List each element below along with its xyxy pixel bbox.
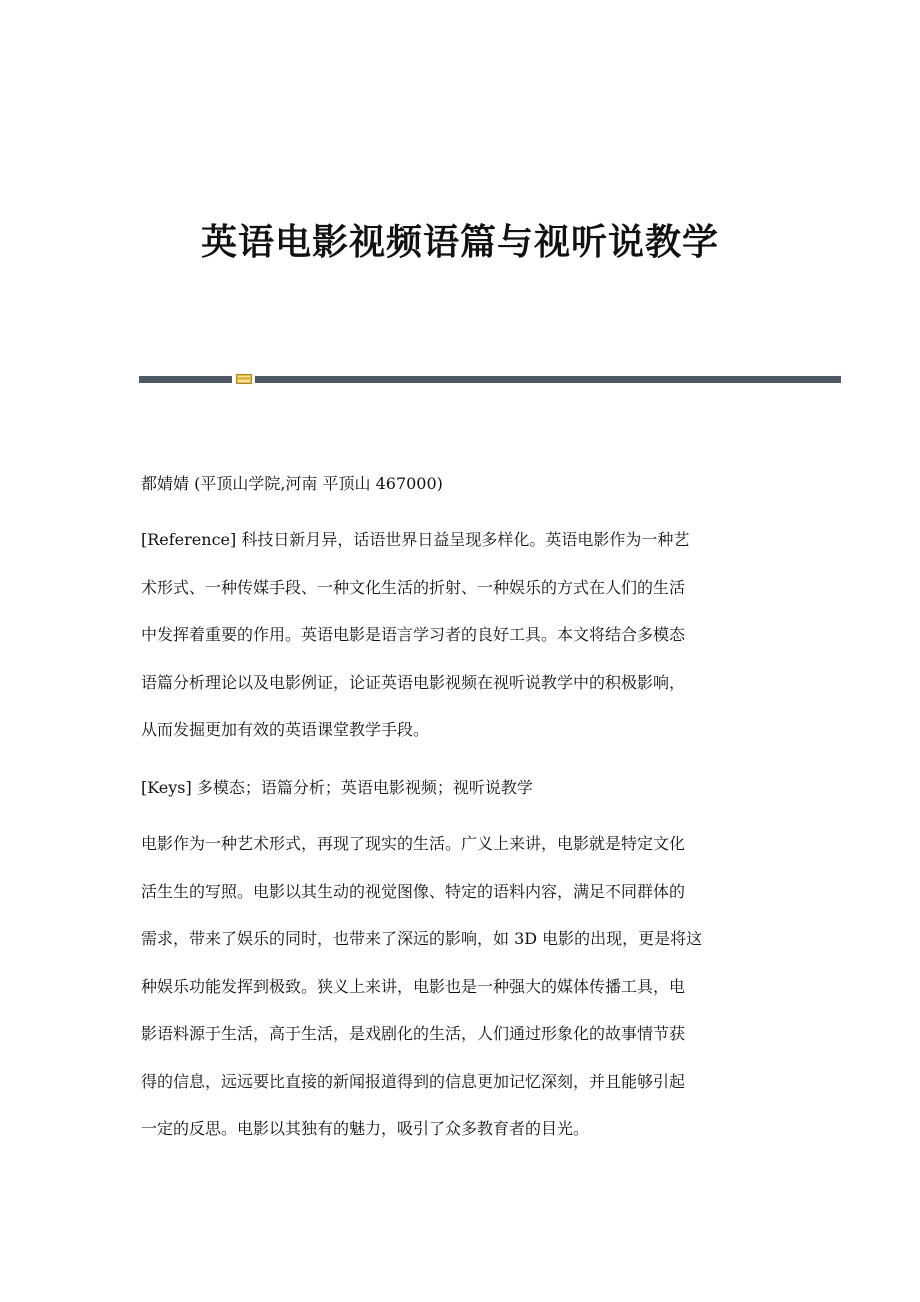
abstract-paragraph bbox=[141, 524, 786, 762]
keywords-paragraph bbox=[141, 772, 786, 804]
divider-envelope-icon bbox=[236, 374, 252, 384]
divider-left-bar bbox=[139, 376, 232, 383]
abstract-line: 术形式、一种传媒手段、一种文化生活的折射、一种娱乐的方式在人们的生活 bbox=[141, 577, 686, 597]
abstract-line: [Reference] 科技日新月异，话语世界日益呈现多样化。英语电影作为一种艺 bbox=[141, 530, 690, 549]
title-divider bbox=[139, 374, 841, 384]
author-line: 都婧婧 (平顶山学院,河南 平顶山 467000) bbox=[141, 474, 443, 493]
body-line: 电影作为一种艺术形式，再现了现实的生活。广义上来讲，电影就是特定文化 bbox=[141, 834, 686, 853]
body-line: 需求，带来了娱乐的同时，也带来了深远的影响，如 3D 电影的出现，更是将这 bbox=[141, 929, 703, 948]
body-line: 一定的反思。电影以其独有的魅力，吸引了众多教育者的目光。 bbox=[141, 1119, 590, 1138]
body-line: 活生生的写照。电影以其生动的视觉图像、特定的语料内容，满足不同群体的 bbox=[141, 881, 686, 901]
keywords-line: [Keys] 多模态；语篇分析；英语电影视频；视听说教学 bbox=[141, 778, 533, 797]
abstract-line: 从而发掘更加有效的英语课堂教学手段。 bbox=[141, 720, 430, 739]
abstract-line: 中发挥着重要的作用。英语电影是语言学习者的良好工具。本文将结合多模态 bbox=[141, 625, 686, 644]
divider-right-bar bbox=[255, 376, 841, 383]
body-line: 种娱乐功能发挥到极致。狭义上来讲，电影也是一种强大的媒体传播工具，电 bbox=[141, 976, 686, 996]
body-line: 得的信息，远远要比直接的新闻报道得到的信息更加记忆深刻，并且能够引起 bbox=[141, 1071, 686, 1091]
document-title: 英语电影视频语篇与视听说教学 bbox=[200, 221, 719, 263]
body-paragraph bbox=[141, 828, 786, 1161]
body-line: 影语料源于生活，高于生活，是戏剧化的生活，人们通过形象化的故事情节获 bbox=[141, 1024, 686, 1043]
author-affiliation bbox=[141, 468, 786, 500]
abstract-line: 语篇分析理论以及电影例证，论证英语电影视频在视听说教学中的积极影响， bbox=[141, 672, 686, 692]
